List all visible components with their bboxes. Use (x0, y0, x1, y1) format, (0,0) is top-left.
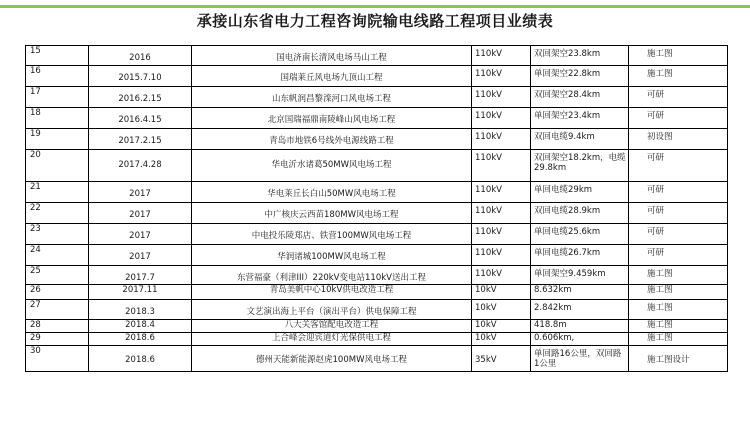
row-project-name: 八大关客馆配电改造工程 (192, 320, 472, 333)
row-scale: 单回架空22.8km (531, 66, 629, 87)
row-date: 2016.4.15 (89, 108, 192, 129)
table-row (26, 333, 728, 346)
row-number: 29 (26, 333, 89, 346)
row-scale: 418.8m (531, 320, 629, 333)
row-number: 25 (26, 266, 89, 285)
row-number: 16 (26, 66, 89, 87)
row-project-name: 中广核庆云西苗180MW风电场工程 (192, 203, 472, 224)
row-stage: 施工图 (629, 66, 728, 87)
row-voltage: 110kV (472, 108, 531, 129)
row-scale: 单回架空9.459km (531, 266, 629, 285)
page-title: 承接山东省电力工程咨询院输电线路工程项目业绩表 (196, 12, 554, 30)
row-scale: 单回电缆29km (531, 182, 629, 203)
table-row (26, 300, 728, 320)
row-project-name: 青岛市地铁6号线外电源线路工程 (192, 129, 472, 150)
table-row (26, 66, 728, 87)
row-stage: 施工图 (629, 300, 728, 320)
row-voltage: 110kV (472, 266, 531, 285)
table-row (26, 245, 728, 266)
row-voltage: 110kV (472, 182, 531, 203)
row-stage: 施工图 (629, 320, 728, 333)
row-stage: 初设图 (629, 129, 728, 150)
row-scale: 2.842km (531, 300, 629, 320)
row-number: 22 (26, 203, 89, 224)
table-row (26, 129, 728, 150)
row-voltage: 10kV (472, 300, 531, 320)
row-stage: 施工图设计 (629, 346, 728, 372)
row-stage: 可研 (629, 87, 728, 108)
row-stage: 可研 (629, 182, 728, 203)
row-number: 19 (26, 129, 89, 150)
row-date: 2018.3 (89, 300, 192, 320)
row-project-name: 德州天能新能源赵虎100MW风电场工程 (192, 346, 472, 372)
row-voltage: 110kV (472, 87, 531, 108)
row-voltage: 110kV (472, 224, 531, 245)
row-date: 2017.11 (89, 285, 192, 300)
row-number: 30 (26, 346, 89, 372)
row-stage: 可研 (629, 108, 728, 129)
table-row (26, 285, 728, 300)
table-row (26, 203, 728, 224)
row-scale: 双回电缆9.4km (531, 129, 629, 150)
row-date: 2016.2.15 (89, 87, 192, 108)
row-number: 28 (26, 320, 89, 333)
row-voltage: 110kV (472, 203, 531, 224)
row-date: 2017.4.28 (89, 150, 192, 182)
row-scale: 双回架空28.4km (531, 87, 629, 108)
row-project-name: 上合峰会迎宾道灯光保供电工程 (192, 333, 472, 346)
row-date: 2017 (89, 203, 192, 224)
row-stage: 施工图 (629, 266, 728, 285)
row-scale: 单回电缆25.6km (531, 224, 629, 245)
row-project-name: 东营福豪（利津III）220kV变电站110kV送出工程 (192, 266, 472, 285)
table-row (26, 224, 728, 245)
row-stage: 可研 (629, 150, 728, 182)
table-row (26, 320, 728, 333)
row-number: 26 (26, 285, 89, 300)
row-number: 20 (26, 150, 89, 182)
row-voltage: 110kV (472, 245, 531, 266)
row-date: 2017 (89, 245, 192, 266)
row-project-name: 中电投乐陵郑店、铁营100MW风电场工程 (192, 224, 472, 245)
row-project-name: 文艺演出海上平台（演出平台）供电保障工程 (192, 300, 472, 320)
table-row (26, 266, 728, 285)
row-project-name: 青岛美帆中心10kV供电改造工程 (192, 285, 472, 300)
row-stage: 施工图 (629, 46, 728, 66)
row-number: 15 (26, 46, 89, 66)
row-voltage: 110kV (472, 129, 531, 150)
row-scale: 双回架空23.8km (531, 46, 629, 66)
row-number: 24 (26, 245, 89, 266)
row-stage: 施工图 (629, 285, 728, 300)
row-scale: 单回路16公里，双回路1公里 (531, 346, 629, 372)
row-number: 18 (26, 108, 89, 129)
row-date: 2017 (89, 182, 192, 203)
table-row (26, 87, 728, 108)
row-scale: 双回电缆28.9km (531, 203, 629, 224)
row-stage: 可研 (629, 245, 728, 266)
row-voltage: 10kV (472, 285, 531, 300)
row-voltage: 10kV (472, 333, 531, 346)
row-date: 2018.6 (89, 333, 192, 346)
row-voltage: 35kV (472, 346, 531, 372)
row-scale: 8.632km (531, 285, 629, 300)
row-project-name: 华润诸城100MW风电场工程 (192, 245, 472, 266)
row-scale: 0.606km, (531, 333, 629, 346)
row-project-name: 山东帆润昌黎滦河口风电场工程 (192, 87, 472, 108)
row-scale: 双回架空18.2km，电缆29.8km (531, 150, 629, 182)
table-row (26, 182, 728, 203)
row-voltage: 110kV (472, 46, 531, 66)
row-number: 27 (26, 300, 89, 320)
row-project-name: 国瑞莱丘风电场九顶山工程 (192, 66, 472, 87)
row-date: 2017.7 (89, 266, 192, 285)
row-date: 2018.6 (89, 346, 192, 372)
top-accent-line (0, 5, 750, 8)
project-table (25, 45, 728, 372)
row-project-name: 国电济南长清风电场马山工程 (192, 46, 472, 66)
row-voltage: 110kV (472, 66, 531, 87)
row-scale: 单回架空23.4km (531, 108, 629, 129)
row-date: 2016 (89, 46, 192, 66)
row-project-name: 华电沂水诸葛50MW风电场工程 (192, 150, 472, 182)
row-stage: 可研 (629, 224, 728, 245)
row-number: 21 (26, 182, 89, 203)
table-row (26, 346, 728, 372)
table-row (26, 150, 728, 182)
row-voltage: 10kV (472, 320, 531, 333)
row-number: 23 (26, 224, 89, 245)
table-row (26, 46, 728, 66)
table-row (26, 108, 728, 129)
row-stage: 可研 (629, 203, 728, 224)
row-scale: 单回电缆26.7km (531, 245, 629, 266)
row-project-name: 华电莱丘长白山50MW风电场工程 (192, 182, 472, 203)
row-stage: 施工图 (629, 333, 728, 346)
row-project-name: 北京国瑞福鼎南陵峰山风电场工程 (192, 108, 472, 129)
row-voltage: 110kV (472, 150, 531, 182)
row-date: 2018.4 (89, 320, 192, 333)
row-date: 2015.7.10 (89, 66, 192, 87)
row-date: 2017 (89, 224, 192, 245)
row-date: 2017.2.15 (89, 129, 192, 150)
row-number: 17 (26, 87, 89, 108)
